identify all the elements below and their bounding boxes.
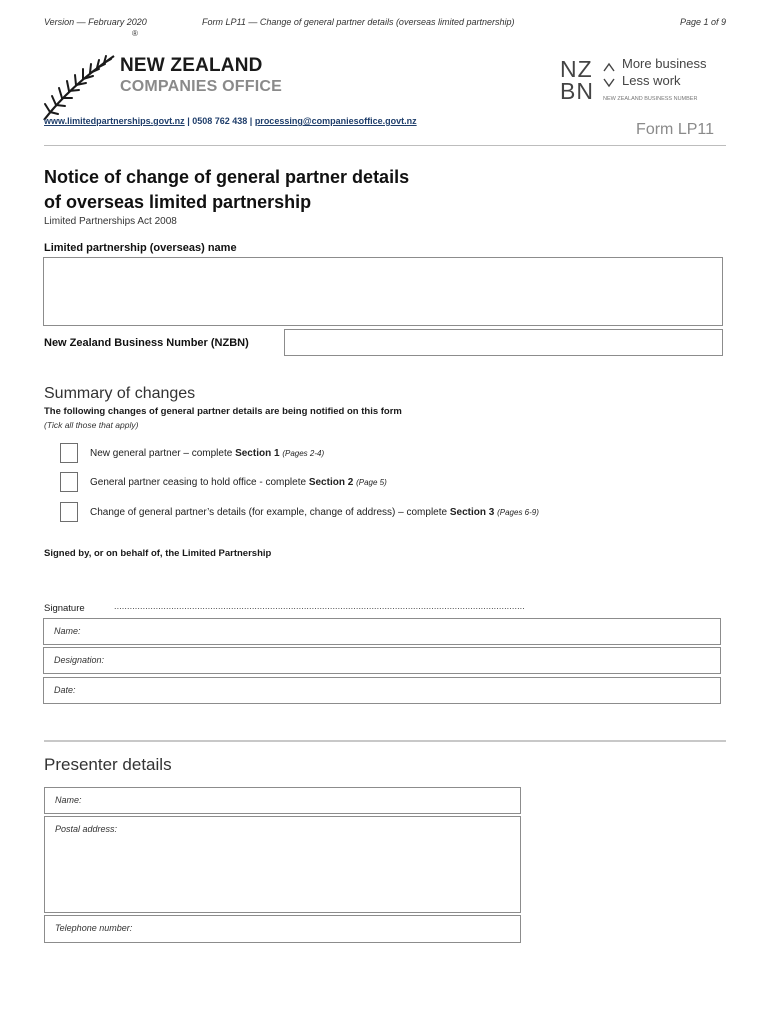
postal-address-label: Postal address: bbox=[55, 824, 118, 834]
date-field[interactable] bbox=[43, 677, 721, 704]
ceasing-partner-checkbox[interactable] bbox=[60, 472, 78, 492]
version-text: Version — February 2020 bbox=[44, 17, 147, 27]
page-title bbox=[44, 165, 409, 215]
presenter-name-label: Name: bbox=[55, 795, 82, 805]
contact-separator: | bbox=[247, 116, 255, 126]
page-number: Page 1 of 9 bbox=[679, 17, 726, 27]
summary-instruction: (Tick all those that apply) bbox=[44, 420, 139, 430]
logo-companies-office: COMPANIES OFFICE bbox=[120, 78, 283, 95]
nzbn-letters-top: NZ bbox=[560, 56, 593, 82]
signature-label: Signature bbox=[44, 603, 85, 614]
nzbn-tagline-2: Less work bbox=[622, 73, 681, 88]
title-line-2: of overseas limited partnership bbox=[44, 192, 312, 212]
website-link[interactable]: www.limitedpartnerships.govt.nz bbox=[44, 116, 185, 126]
signature-line[interactable]: .............................................................................................................................................................. bbox=[114, 601, 525, 611]
date-label: Date: bbox=[54, 685, 76, 695]
signer-name-label: Name: bbox=[54, 626, 81, 636]
lp-name-input[interactable] bbox=[43, 257, 723, 326]
postal-address-field[interactable] bbox=[44, 816, 521, 913]
option-new-partner: New general partner – complete Section 1 (Pages 2-4) bbox=[90, 448, 325, 459]
signed-heading: Signed by, or on behalf of, the Limited Partnership bbox=[44, 548, 272, 559]
nzbn-input[interactable] bbox=[284, 329, 723, 356]
email-link[interactable]: processing@companiesoffice.govt.nz bbox=[254, 116, 417, 126]
summary-heading: Summary of changes bbox=[44, 385, 196, 402]
chevron-up-down-icon bbox=[603, 58, 615, 92]
option-ceasing-partner: General partner ceasing to hold office - complete Section 2 (Page 5) bbox=[90, 477, 387, 488]
telephone-label: Telephone number: bbox=[55, 923, 133, 933]
presenter-heading: Presenter details bbox=[44, 755, 172, 774]
new-partner-checkbox[interactable] bbox=[60, 443, 78, 463]
form-number: Form LP11 bbox=[636, 121, 714, 138]
logo-new-zealand: NEW ZEALAND bbox=[120, 55, 263, 76]
option-change-details: Change of general partner’s details (for example, change of address) – complete Section 3 (Pages 6-9) bbox=[90, 507, 539, 518]
header-divider bbox=[44, 145, 726, 146]
nzbn-subtitle: NEW ZEALAND BUSINESS NUMBER bbox=[603, 96, 698, 102]
nzbn-logo-letters bbox=[560, 58, 594, 102]
presenter-name-field[interactable] bbox=[44, 787, 521, 814]
signer-name-field[interactable] bbox=[43, 618, 721, 645]
summary-intro: The following changes of general partner details are being notified on this form bbox=[44, 406, 402, 417]
title-line-1: Notice of change of general partner details bbox=[44, 167, 410, 187]
telephone-field[interactable] bbox=[44, 915, 521, 943]
form-header-title: Form LP11 — Change of general partner details (overseas limited partnership) bbox=[202, 17, 515, 27]
designation-label: Designation: bbox=[54, 655, 105, 665]
nzbn-letters-bottom: BN bbox=[560, 78, 594, 104]
phone-number: 0508 762 438 bbox=[192, 116, 248, 126]
nzbn-label: New Zealand Business Number (NZBN) bbox=[44, 337, 249, 349]
change-details-checkbox[interactable] bbox=[60, 502, 78, 522]
section-divider bbox=[44, 740, 726, 742]
registered-mark: ® bbox=[132, 29, 138, 38]
lp-name-label: Limited partnership (overseas) name bbox=[44, 242, 237, 254]
act-reference: Limited Partnerships Act 2008 bbox=[44, 216, 177, 227]
designation-field[interactable] bbox=[43, 647, 721, 674]
contact-line bbox=[44, 116, 417, 126]
fern-logo-icon bbox=[40, 36, 120, 128]
nzbn-tagline-1: More business bbox=[622, 56, 707, 71]
contact-separator: | bbox=[184, 116, 193, 126]
